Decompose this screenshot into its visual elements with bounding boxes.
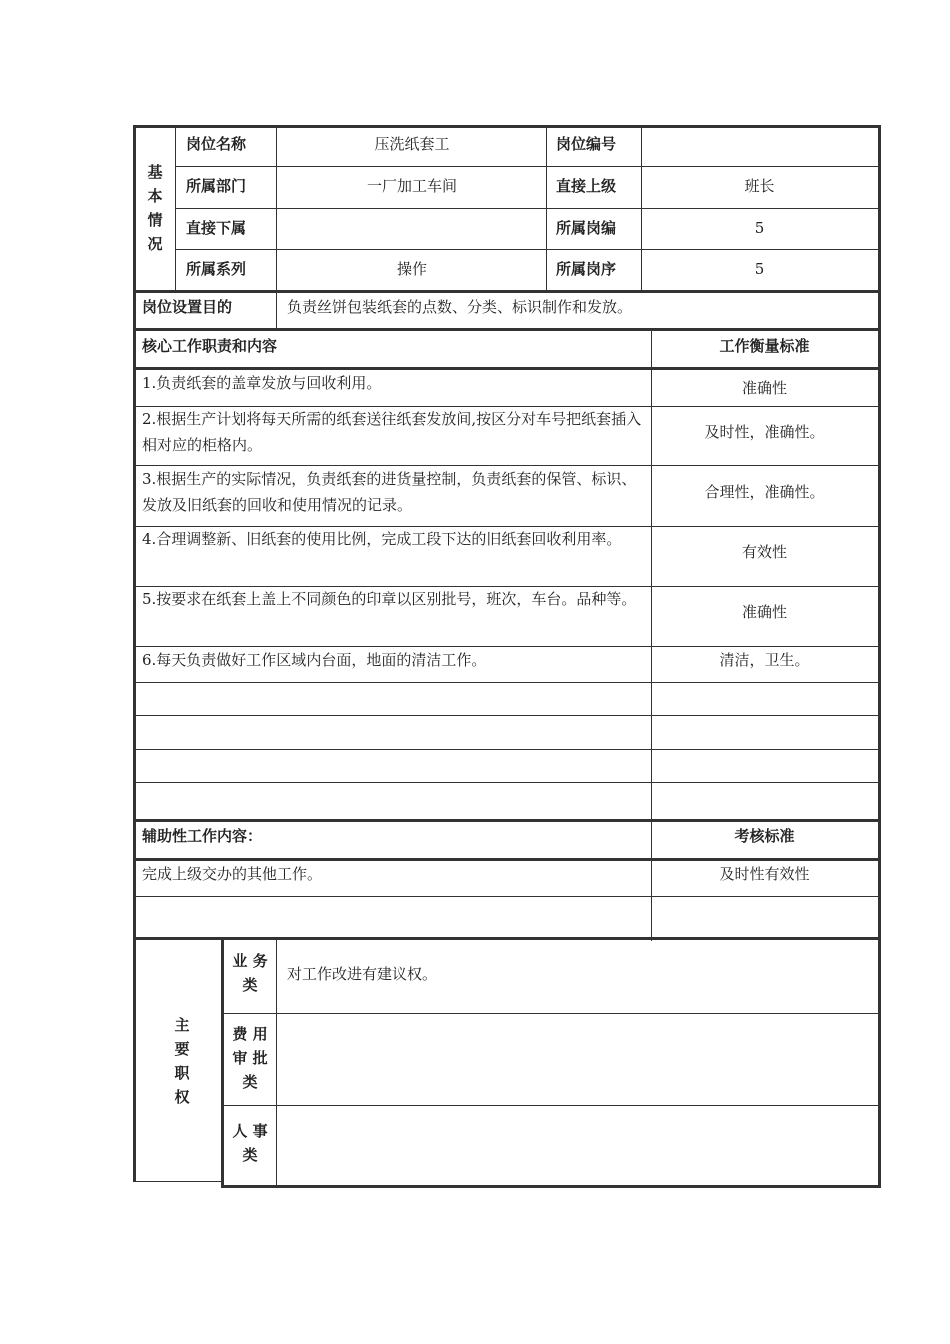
grid-line (135, 682, 879, 683)
core-row-1-standard: 准确性 (741, 379, 787, 397)
basic-section-label: 基 本 情 况 (147, 163, 163, 253)
grid-line (221, 940, 224, 1188)
core-row-4-standard: 有效性 (741, 543, 787, 561)
table-border-bottom (221, 1185, 881, 1188)
series-label: 所属系列 (186, 260, 247, 278)
grid-line (135, 749, 879, 750)
sequence-label: 所属岗序 (556, 260, 617, 278)
grid-line (135, 715, 879, 716)
grid-line (276, 127, 277, 330)
aux-row-1-text: 完成上级交办的其他工作。 (142, 865, 323, 883)
aux-standard-header: 考核标准 (734, 827, 795, 845)
grid-line (175, 166, 879, 167)
superior-value: 班长 (744, 177, 775, 195)
core-row-1-text: 1.负责纸套的盖章发放与回收利用。 (142, 374, 382, 392)
table-border-right (878, 125, 881, 1188)
grid-line (135, 328, 879, 331)
grid-line (133, 1181, 223, 1182)
core-row-5-text: 5.按要求在纸套上盖上不同颜色的印章以区别批号，班次，车台。品种等。 (142, 590, 637, 608)
core-row-3-standard: 合理性，准确性。 (704, 483, 825, 501)
grid-line (175, 208, 879, 209)
grid-line (135, 819, 879, 822)
expense-label: 费 用 审 批 类 (232, 1025, 268, 1091)
table-border-top (133, 125, 881, 128)
grid-line (641, 127, 642, 292)
grid-line (651, 330, 652, 941)
post-no-label: 岗位编号 (556, 135, 617, 153)
grid-line (135, 896, 879, 897)
dept-label: 所属部门 (186, 177, 247, 195)
post-name-label: 岗位名称 (186, 135, 247, 153)
hr-label: 人 事 类 (232, 1122, 268, 1164)
core-row-6-standard: 清洁，卫生。 (719, 651, 810, 669)
dept-value: 一厂加工车间 (366, 177, 457, 195)
purpose-text: 负责丝饼包装纸套的点数、分类、标识制作和发放。 (287, 298, 633, 316)
core-row-2-standard: 及时性，准确性。 (704, 423, 825, 441)
series-value: 操作 (396, 260, 427, 278)
business-label: 业 务 类 (232, 952, 268, 994)
grid-line (135, 782, 879, 783)
grid-line (135, 526, 879, 527)
core-row-3-text: 3.根据生产的实际情况，负责纸套的进货量控制，负责纸套的保管、标识、发放及旧纸套的回收和使用情况的记录。 (142, 470, 637, 514)
quota-value: 5 (754, 219, 765, 237)
grid-line (135, 858, 879, 861)
post-name-value: 压洗纸套工 (374, 135, 450, 153)
aux-row-1-standard: 及时性有效性 (719, 865, 810, 883)
core-row-4-text: 4.合理调整新、旧纸套的使用比例，完成工段下达的旧纸套回收利用率。 (142, 530, 622, 548)
purpose-label: 岗位设置目的 (142, 298, 233, 316)
grid-line (175, 127, 176, 292)
grid-line (276, 940, 277, 1187)
grid-line (135, 937, 881, 940)
quota-label: 所属岗编 (556, 219, 617, 237)
grid-line (223, 1105, 879, 1106)
core-standard-header: 工作衡量标准 (719, 337, 810, 355)
core-row-5-standard: 准确性 (741, 603, 787, 621)
grid-line (135, 290, 879, 293)
grid-line (135, 406, 879, 407)
grid-line (135, 586, 879, 587)
grid-line (175, 249, 879, 250)
grid-line (135, 465, 879, 466)
grid-line (546, 127, 547, 292)
subordinate-label: 直接下属 (186, 219, 247, 237)
business-text: 对工作改进有建议权。 (287, 965, 438, 983)
grid-line (223, 1013, 879, 1014)
grid-line (135, 940, 136, 1182)
core-header: 核心工作职责和内容 (142, 337, 278, 355)
core-row-6-text: 6.每天负责做好工作区域内台面，地面的清洁工作。 (142, 651, 487, 669)
sequence-value: 5 (754, 260, 765, 278)
superior-label: 直接上级 (556, 177, 617, 195)
authority-section-label: 主 要 职 权 (174, 1016, 190, 1106)
aux-header: 辅助性工作内容： (142, 827, 263, 845)
core-row-2-text: 2.根据生产计划将每天所需的纸套送往纸套发放间,按区分对车号把纸套插入相对应的柜格内。 (142, 410, 642, 454)
grid-line (135, 646, 879, 647)
grid-line (135, 367, 879, 370)
